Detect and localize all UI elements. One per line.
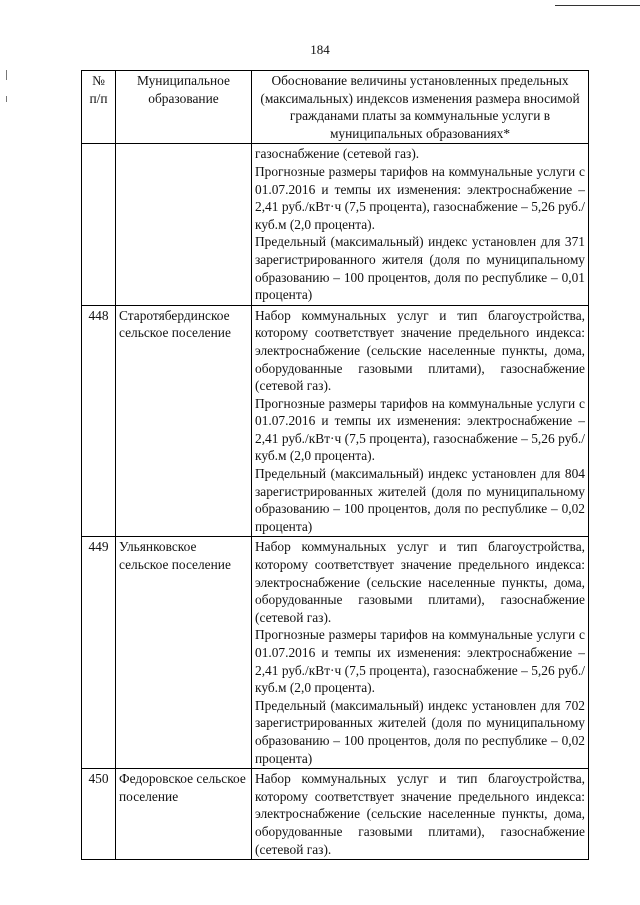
scan-margin-mark (6, 70, 7, 80)
justification-cell (252, 537, 589, 769)
municipality-name: Федоровское сельское поселение (116, 769, 252, 860)
page-number: 184 (310, 42, 330, 57)
justification-paragraph: газоснабжение (сетевой газ). (255, 146, 420, 162)
justification-paragraph: Набор коммунальных услуг и тип благоустройства, которому соответствует значение предельного индекса: электроснабжение (сельские населенные пункты, дома, оборудованные газовыми плитами), газоснабжение (сетевой газ). (255, 771, 585, 857)
table-header-row (82, 71, 589, 144)
municipality-name: Старотябердинское сельское поселение (116, 305, 252, 537)
justification-paragraph: Набор коммунальных услуг и тип благоустройства, которому соответствует значение предельного индекса: электроснабжение (сельские населенные пункты, дома, оборудованные газовыми плитами), газоснабжение (сетевой газ). (255, 539, 585, 625)
justification-cell (252, 305, 589, 537)
justification-cell (252, 144, 589, 305)
scan-edge-line (555, 5, 640, 6)
justification-paragraph: Набор коммунальных услуг и тип благоустройства, которому соответствует значение предельного индекса: электроснабжение (сельские населенные пункты, дома, оборудованные газовыми плитами), газоснабжение (сетевой газ). (255, 307, 585, 394)
row-number (82, 144, 116, 305)
justification-paragraph: Предельный (максимальный) индекс установлен для 702 зарегистрированных жителей (доля по муниципальному образованию – 100 процентов, доля по республике – 0,02 процента) (255, 697, 585, 766)
table-body (82, 144, 589, 860)
justification-paragraph: Предельный (максимальный) индекс установлен для 804 зарегистрированных жителей (доля по муниципальному образованию – 100 процентов, доля по республике – 0,02 процента) (255, 466, 585, 534)
justification-cell (252, 769, 589, 860)
header-num: № п/п (82, 71, 116, 144)
justification-paragraph: Прогнозные размеры тарифов на коммунальные услуги с 01.07.2016 и темпы их изменения: электроснабжение – 2,41 руб./кВт·ч (7,5 процента), газоснабжение – 5,26 руб./куб.м (2,0 процента). (255, 163, 585, 232)
table-row (82, 537, 589, 769)
municipality-name (116, 144, 252, 305)
header-municipality: Муниципальное образование (116, 71, 252, 144)
municipality-name: Ульянковское сельское поселение (116, 537, 252, 769)
row-number: 450 (82, 769, 116, 860)
table-row (82, 305, 589, 537)
justification-paragraph: Прогнозные размеры тарифов на коммунальные услуги с 01.07.2016 и темпы их изменения: электроснабжение – 2,41 руб./кВт·ч (7,5 процента), газоснабжение – 5,26 руб./куб.м (2,0 процента). (255, 395, 585, 464)
table-row (82, 144, 589, 305)
table-row (82, 769, 589, 860)
justification-paragraph: Прогнозные размеры тарифов на коммунальные услуги с 01.07.2016 и темпы их изменения: электроснабжение – 2,41 руб./кВт·ч (7,5 процента), газоснабжение – 5,26 руб./куб.м (2,0 процента). (255, 627, 585, 696)
scan-margin-mark (6, 96, 7, 102)
municipal-index-table (81, 70, 589, 860)
row-number: 449 (82, 537, 116, 769)
justification-paragraph: Предельный (максимальный) индекс установлен для 371 зарегистрированного жителя (доля по муниципальному образованию – 100 процентов, доля по республике – 0,01 процента) (255, 234, 585, 303)
header-justification: Обоснование величины установленных предельных (максимальных) индексов изменения размера вносимой гражданами платы за коммунальные услуги в муниципальных образованиях* (252, 71, 589, 144)
row-number: 448 (82, 305, 116, 537)
